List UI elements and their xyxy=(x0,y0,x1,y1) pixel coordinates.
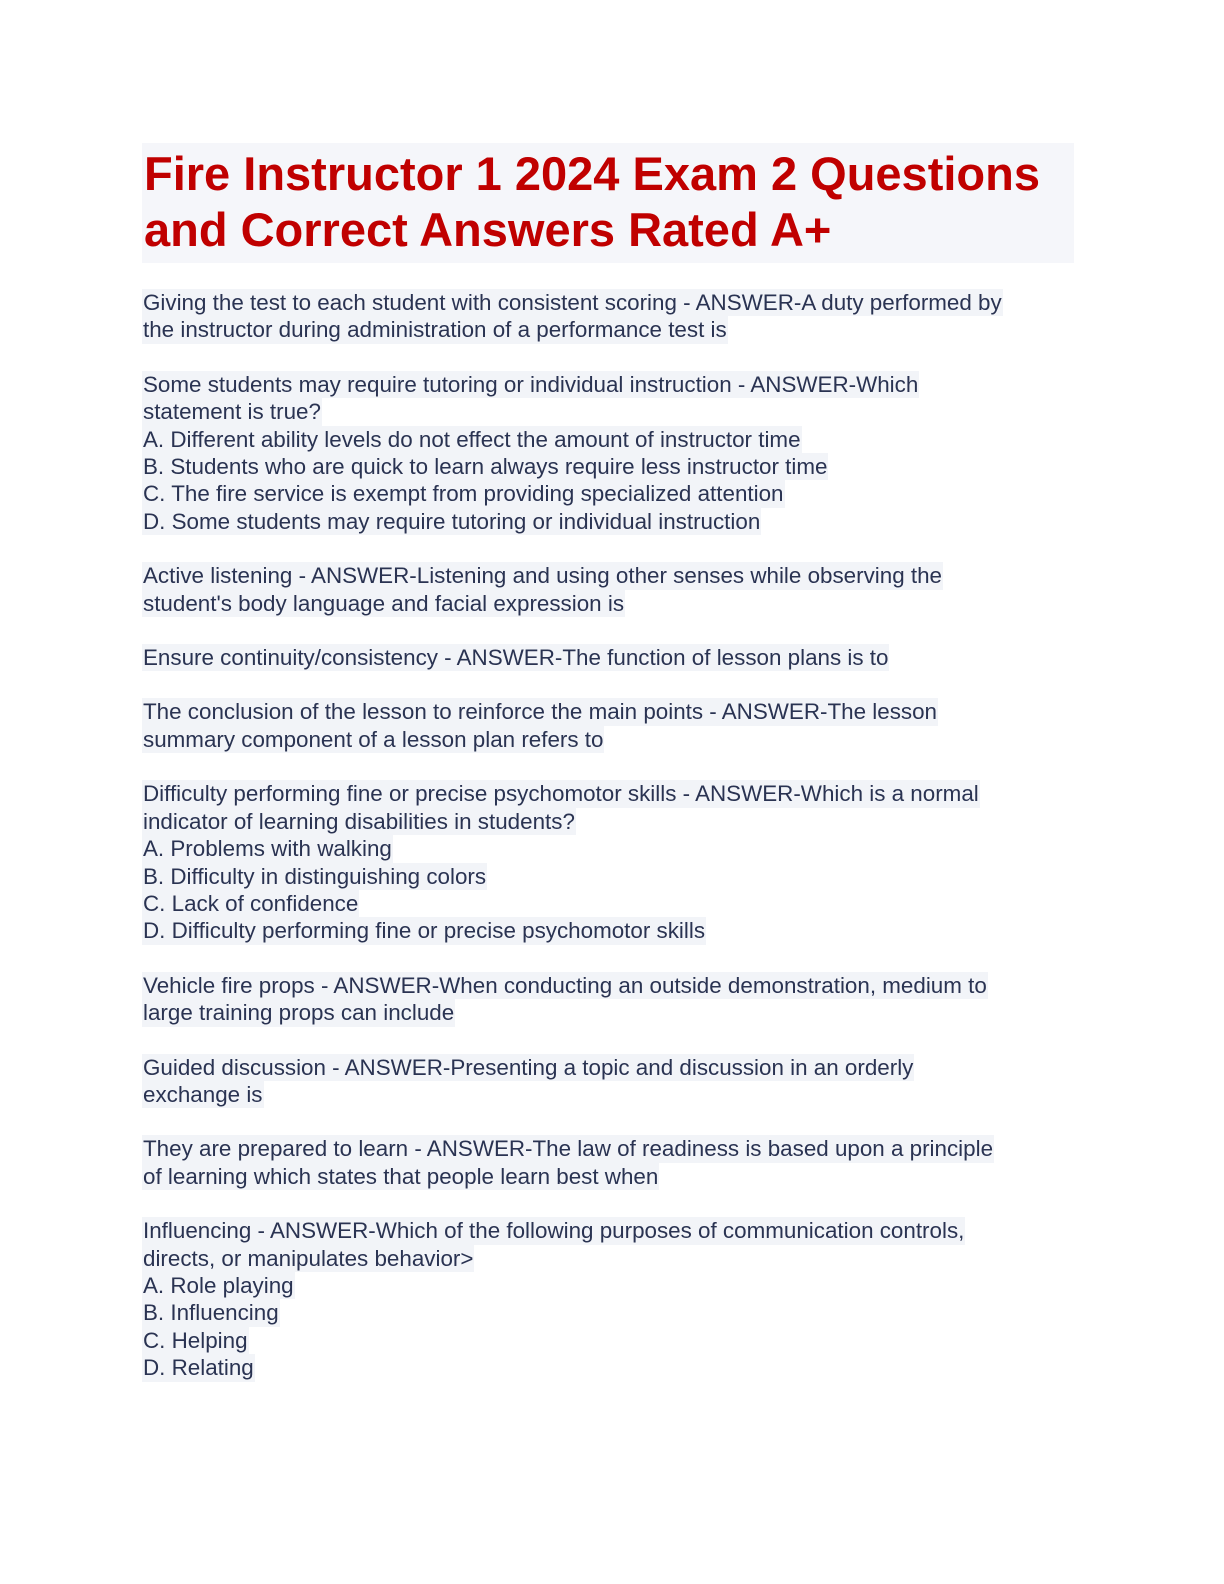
qa-item-4 xyxy=(142,644,1074,671)
qa-line: Guided discussion - ANSWER-Presenting a topic and discussion in an orderly xyxy=(143,1054,914,1080)
qa-item-2 xyxy=(142,371,1074,535)
qa-item-8 xyxy=(142,1054,1074,1109)
qa-line: The conclusion of the lesson to reinforce the main points - ANSWER-The lesson xyxy=(143,699,938,725)
qa-line: Active listening - ANSWER-Listening and using other senses while observing the xyxy=(143,563,943,589)
qa-item-5 xyxy=(142,698,1074,753)
qa-line: indicator of learning disabilities in students? xyxy=(143,808,575,834)
qa-line: the instructor during administration of a performance test is xyxy=(143,317,727,343)
qa-item-1 xyxy=(142,289,1074,344)
title-line-2: and Correct Answers Rated A+ xyxy=(144,203,832,256)
document-page xyxy=(142,143,1074,1409)
qa-item-9 xyxy=(142,1135,1074,1190)
qa-option: A. Different ability levels do not effect the amount of instructor time xyxy=(143,426,801,452)
page-title xyxy=(144,146,1074,258)
qa-line: They are prepared to learn - ANSWER-The law of readiness is based upon a principle xyxy=(143,1136,994,1162)
qa-item-7 xyxy=(142,972,1074,1027)
qa-line: large training props can include xyxy=(143,1000,455,1026)
qa-line: statement is true? xyxy=(143,399,321,425)
qa-item-3 xyxy=(142,562,1074,617)
qa-option: C. Helping xyxy=(143,1327,248,1353)
qa-line: Some students may require tutoring or individual instruction - ANSWER-Which xyxy=(143,371,919,397)
qa-option: A. Role playing xyxy=(143,1272,294,1298)
qa-option: C. The fire service is exempt from providing specialized attention xyxy=(143,481,784,507)
qa-option: A. Problems with walking xyxy=(143,836,392,862)
qa-option: B. Students who are quick to learn always require less instructor time xyxy=(143,454,828,480)
qa-line: Influencing - ANSWER-Which of the following purposes of communication controls, xyxy=(143,1218,965,1244)
qa-option: B. Influencing xyxy=(143,1300,279,1326)
title-line-1: Fire Instructor 1 2024 Exam 2 Questions xyxy=(144,147,1040,200)
qa-option: C. Lack of confidence xyxy=(143,890,359,916)
qa-line: exchange is xyxy=(143,1081,263,1107)
qa-line: Difficulty performing fine or precise psychomotor skills - ANSWER-Which is a normal xyxy=(143,781,979,807)
qa-option: D. Some students may require tutoring or individual instruction xyxy=(143,508,761,534)
qa-item-10 xyxy=(142,1217,1074,1381)
qa-line: directs, or manipulates behavior> xyxy=(143,1245,474,1271)
qa-line: summary component of a lesson plan refers to xyxy=(143,726,604,752)
qa-option: B. Difficulty in distinguishing colors xyxy=(143,863,487,889)
qa-line: Giving the test to each student with consistent scoring - ANSWER-A duty performed by xyxy=(143,290,1002,315)
qa-line: student's body language and facial expression is xyxy=(143,590,625,616)
qa-line: Vehicle fire props - ANSWER-When conducting an outside demonstration, medium to xyxy=(143,972,987,998)
title-block xyxy=(142,143,1074,263)
qa-option: D. Difficulty performing fine or precise psychomotor skills xyxy=(143,918,706,944)
qa-line: Ensure continuity/consistency - ANSWER-The function of lesson plans is to xyxy=(143,645,889,671)
qa-option: D. Relating xyxy=(143,1355,254,1381)
qa-item-6 xyxy=(142,780,1074,944)
qa-line: of learning which states that people learn best when xyxy=(143,1163,659,1189)
